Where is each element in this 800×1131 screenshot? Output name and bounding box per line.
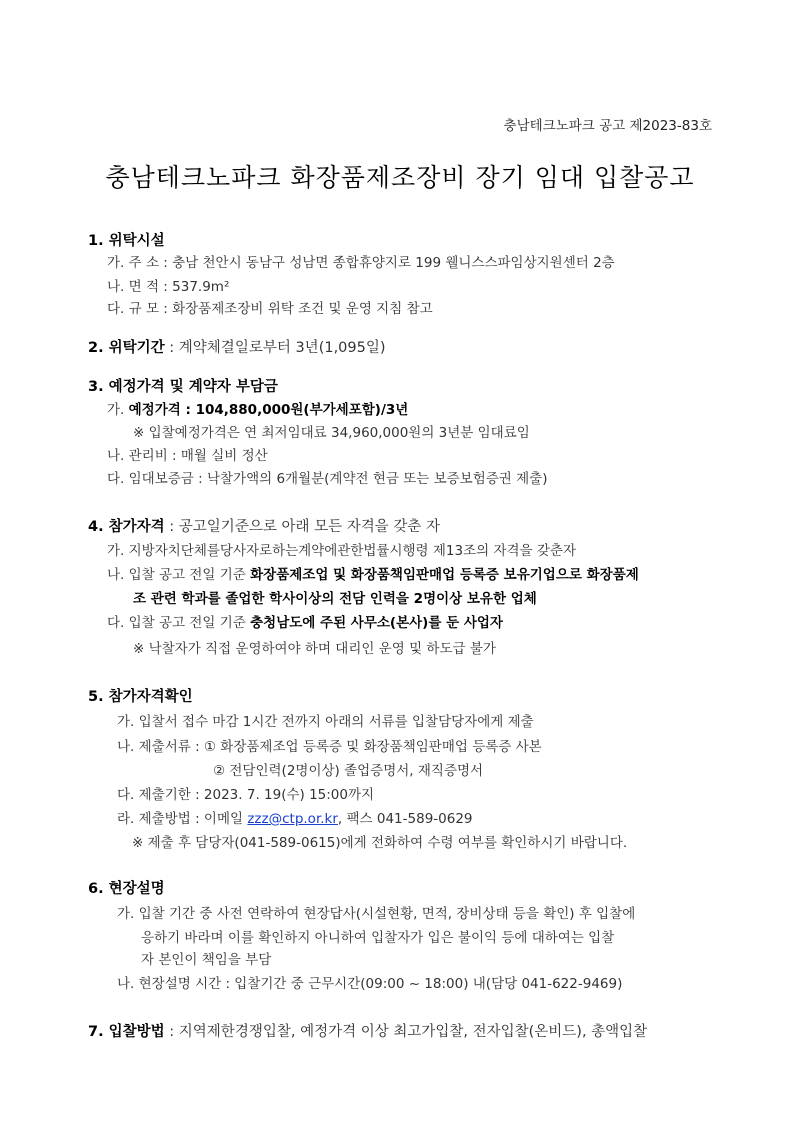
- s4-qualification-b-bold: 화장품제조업 및 화장품책임판매업 등록증 보유기업으로 화장품제: [250, 567, 639, 583]
- section-7-title: 7. 입찰방법: [88, 1024, 165, 1040]
- s4-qualification-c-prefix: 다. 입찰 공고 전일 기준: [107, 615, 251, 631]
- s1-address-value: 충남 천안시 동남구 성남면 종합휴양지로 199 웰니스스파임상지원센터 2층: [172, 255, 615, 271]
- s5-line-b: 나. 제출서류 : ① 화장품제조업 등록증 및 화장품책임판매업 등록증 사본: [117, 739, 542, 755]
- section-4-heading: [88, 515, 440, 536]
- s1-scale-key: 다. 규 모 :: [107, 301, 173, 317]
- s6-line-a-cont1: 응하기 바라며 이를 확인하지 아니하여 입찰자가 입은 불이익 등에 대하여는 입찰: [141, 930, 615, 946]
- s1-scale-value: 화장품제조장비 위탁 조건 및 운영 지침 참고: [172, 301, 433, 317]
- section-7-rest: : 지역제한경쟁입찰, 예정가격 이상 최고가입찰, 전자입찰(온비드), 총액입찰: [164, 1024, 648, 1040]
- section-2-heading: [88, 336, 386, 357]
- s3-price-prefix: 가.: [107, 402, 129, 418]
- s4-note: ※ 낙찰자가 직접 운영하여야 하며 대리인 운영 및 하도급 불가: [133, 641, 496, 657]
- s6-line-a-cont2: 자 본인이 책임을 부담: [141, 952, 272, 968]
- s3-price-bold: 예정가격 : 104,880,000원(부가세포함)/3년: [128, 402, 409, 418]
- page-title: 충남테크노파크 화장품제조장비 장기 임대 입찰공고: [105, 163, 695, 192]
- s4-qualification-a: 가. 지방자치단체를당사자로하는계약에관한법률시행령 제13조의 자격을 갖춘자: [107, 543, 576, 559]
- s4-qualification-b: [107, 563, 639, 583]
- notice-number: 충남테크노파크 공고 제2023-83호: [503, 118, 712, 134]
- s1-area-value: 537.9m²: [172, 279, 230, 295]
- section-2-title: 2. 위탁기간: [88, 340, 165, 356]
- s5-line-c: 다. 제출기한 : 2023. 7. 19(수) 15:00까지: [117, 787, 375, 803]
- s5-note: ※ 제출 후 담당자(041-589-0615)에게 전화하여 수령 여부를 확인하시기 바랍니다.: [132, 835, 628, 851]
- s5-line-b-cont: ② 전담인력(2명이상) 졸업증명서, 재직증명서: [213, 763, 484, 779]
- s4-qualification-b-cont: 조 관련 학과를 졸업한 학사이상의 전담 인력을 2명이상 보유한 업체: [133, 591, 537, 607]
- section-2-rest: : 계약체결일로부터 3년(1,095일): [164, 340, 386, 356]
- s5-line-d-post: , 팩스 041-589-0629: [337, 811, 473, 827]
- s5-line-d-prefix: 라. 제출방법 : 이메일: [117, 811, 248, 827]
- s4-qualification-b-prefix: 나. 입찰 공고 전일 기준: [107, 567, 251, 583]
- s6-line-a: 가. 입찰 기간 중 사전 연락하여 현장답사(시설현황, 면적, 장비상태 등을 확인) 후 입찰에: [117, 906, 636, 922]
- s3-deposit: 다. 임대보증금 : 낙찰가액의 6개월분(계약전 현금 또는 보증보험증권 제출): [107, 471, 548, 487]
- section-3-heading: 3. 예정가격 및 계약자 부담금: [88, 379, 278, 395]
- s1-address-key: 가. 주 소 :: [107, 255, 173, 271]
- section-7-heading: [88, 1020, 647, 1041]
- s5-line-d: [117, 807, 473, 827]
- s3-price-line: [107, 398, 408, 418]
- s1-area-line: [107, 275, 229, 295]
- s3-price-note: ※ 입찰예정가격은 연 최저임대료 34,960,000원의 3년분 임대료임: [133, 425, 530, 441]
- s1-area-key: 나. 면 적 :: [107, 279, 173, 295]
- s3-management-fee: 나. 관리비 : 매월 실비 정산: [107, 448, 268, 464]
- section-4-rest: : 공고일기준으로 아래 모든 자격을 갖춘 자: [164, 519, 440, 535]
- s5-line-a: 가. 입찰서 접수 마감 1시간 전까지 아래의 서류를 입찰담당자에게 제출: [117, 714, 534, 730]
- s1-scale-line: [107, 297, 433, 317]
- s4-qualification-c: [107, 611, 503, 631]
- section-6-heading: 6. 현장설명: [88, 881, 165, 897]
- s4-qualification-c-bold: 충청남도에 주된 사무소(본사)를 둔 사업자: [250, 615, 503, 631]
- section-5-heading: 5. 참가자격확인: [88, 689, 193, 705]
- s1-address-line: [107, 251, 615, 271]
- section-1-heading: 1. 위탁시설: [88, 233, 165, 249]
- email-link[interactable]: zzz@ctp.or.kr: [247, 811, 338, 827]
- section-4-title: 4. 참가자격: [88, 519, 165, 535]
- s6-line-b: 나. 현장설명 시간 : 입찰기간 중 근무시간(09:00 ~ 18:00) 내(담당 041-622-9469): [117, 976, 623, 992]
